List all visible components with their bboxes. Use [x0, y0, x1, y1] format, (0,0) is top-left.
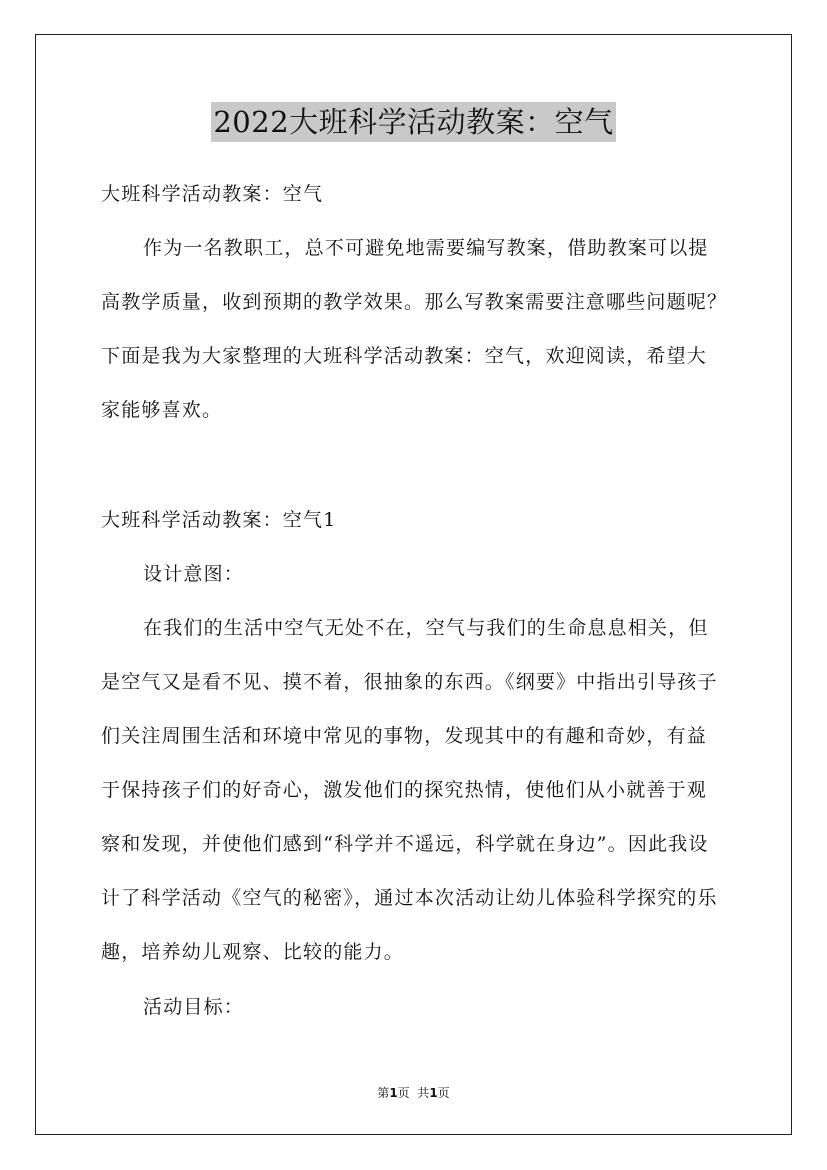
- intro-line-3: 下面是我为大家整理的大班科学活动教案：空气，欢迎阅读，希望大: [101, 345, 708, 367]
- design-line-2: 是空气又是看不见、摸不着，很抽象的东西。《纲要》中指出引导孩子: [101, 671, 718, 693]
- page-footer: [0, 1084, 827, 1101]
- title-container: [0, 102, 827, 142]
- design-line-3: 们关注周围生活和环境中常见的事物，发现其中的有趣和奇妙，有益: [101, 725, 708, 747]
- design-line-1: 在我们的生活中空气无处不在，空气与我们的生命息息相关，但: [143, 617, 709, 639]
- intro-line-4: 家能够喜欢。: [101, 399, 223, 421]
- intro-line-1: 作为一名教职工，总不可避免地需要编写教案，借助教案可以提: [143, 237, 709, 259]
- design-line-6: 计了科学活动《空气的秘密》，通过本次活动让幼儿体验科学探究的乐: [101, 887, 718, 909]
- goals-heading: 活动目标：: [143, 996, 245, 1018]
- subtitle: 大班科学活动教案：空气: [101, 183, 324, 205]
- design-line-7: 趣，培养幼儿观察、比较的能力。: [101, 941, 405, 963]
- footer-page-mid: 页 共: [397, 1086, 430, 1100]
- intro-line-2: 高教学质量，收到预期的教学效果。那么写教案需要注意哪些问题呢？: [101, 291, 728, 313]
- document-title: 2022大班科学活动教案：空气: [211, 102, 615, 142]
- design-line-4: 于保持孩子们的好奇心，激发他们的探究热情，使他们从小就善于观: [101, 779, 708, 801]
- footer-page-current: 1: [389, 1086, 398, 1100]
- design-heading: 设计意图：: [143, 563, 245, 585]
- footer-page-suffix: 页: [437, 1086, 450, 1100]
- design-line-5: 察和发现，并使他们感到“科学并不遥远，科学就在身边”。因此我设: [101, 833, 709, 855]
- footer-page-prefix: 第: [377, 1086, 390, 1100]
- footer-page-total: 1: [429, 1086, 438, 1100]
- section-heading: 大班科学活动教案：空气1: [101, 509, 337, 531]
